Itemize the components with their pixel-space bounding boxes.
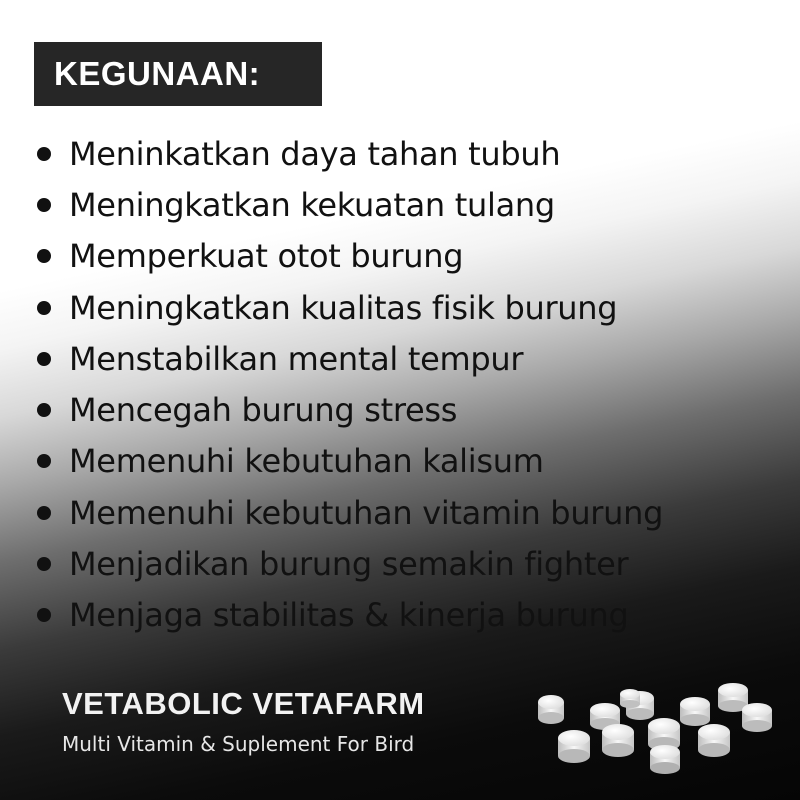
list-item xyxy=(30,128,663,179)
tablet-icon xyxy=(558,730,590,763)
list-item xyxy=(30,487,663,538)
bullet-icon xyxy=(37,198,51,212)
list-item xyxy=(30,179,663,230)
benefit-text: Meningkatkan kekuatan tulang xyxy=(69,185,555,224)
bullet-icon xyxy=(37,352,51,366)
list-item xyxy=(30,384,663,435)
tablet-icon xyxy=(650,745,680,774)
benefit-text: Meninkatkan daya tahan tubuh xyxy=(69,134,561,173)
bullet-icon xyxy=(37,403,51,417)
heading-text: KEGUNAAN: xyxy=(54,55,261,92)
brand-tagline: Multi Vitamin & Suplement For Bird xyxy=(62,732,415,756)
bullet-icon xyxy=(37,147,51,161)
tablet-icon xyxy=(620,689,640,708)
list-item xyxy=(30,282,663,333)
list-item xyxy=(30,436,663,487)
tablet-icon xyxy=(698,724,730,757)
bullet-icon xyxy=(37,249,51,263)
bullet-icon xyxy=(37,506,51,520)
tablet-icon xyxy=(602,724,634,757)
benefit-text: Meningkatkan kualitas fisik burung xyxy=(69,288,618,327)
list-item xyxy=(30,590,663,641)
list-item xyxy=(30,538,663,589)
tablet-icon xyxy=(680,697,710,726)
benefit-text: Memenuhi kebutuhan kalisum xyxy=(69,442,544,481)
benefits-list xyxy=(30,128,663,641)
benefit-text: Menstabilkan mental tempur xyxy=(69,339,524,378)
benefit-text: Mencegah burung stress xyxy=(69,391,458,430)
benefit-text: Menjaga stabilitas & kinerja burung xyxy=(69,596,629,635)
bullet-icon xyxy=(37,454,51,468)
tablet-icon xyxy=(538,695,564,724)
benefit-text: Menjadikan burung semakin fighter xyxy=(69,545,629,584)
list-item xyxy=(30,231,663,282)
tablet-icon xyxy=(742,703,772,732)
benefit-text: Memperkuat otot burung xyxy=(69,237,464,276)
bullet-icon xyxy=(37,608,51,622)
brand-name: VETABOLIC VETAFARM xyxy=(62,686,425,721)
bullet-icon xyxy=(37,557,51,571)
benefit-text: Memenuhi kebutuhan vitamin burung xyxy=(69,493,664,532)
bullet-icon xyxy=(37,301,51,315)
list-item xyxy=(30,333,663,384)
heading-banner xyxy=(34,42,322,106)
tablets-image xyxy=(530,670,800,800)
